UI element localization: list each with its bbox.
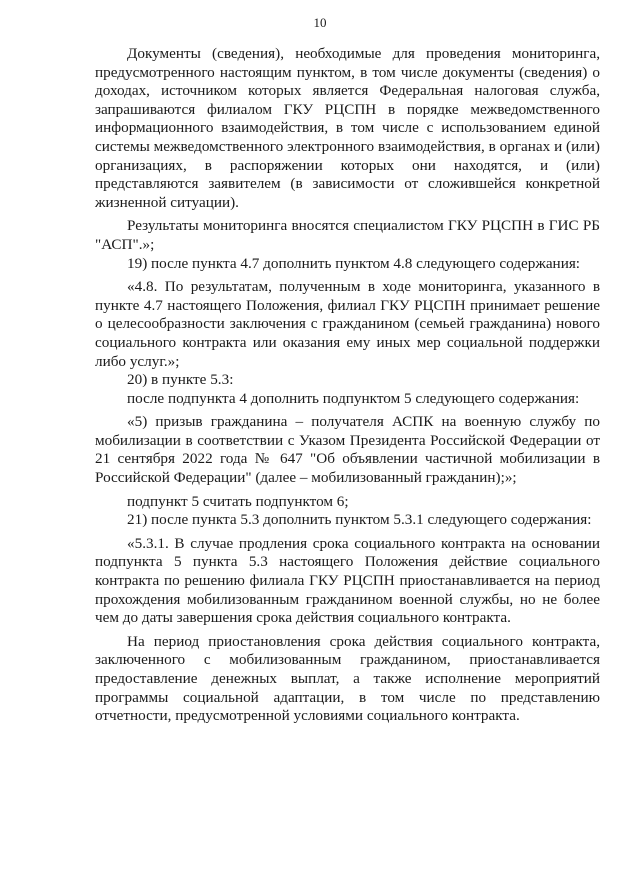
- document-body: [95, 45, 600, 726]
- paragraph-item-5-3-1: «5.3.1. В случае продления срока социального контракта на основании подпункта 5 пункта 5.3 настоящего Положения действие социального контракта по решению филиала ГКУ РЦСПН приостанавливается на период прохождения мобилизованным гражданином военной службы, но не более чем до даты завершения срока действия социального контракта.: [95, 534, 600, 627]
- paragraph-item-21: 21) после пункта 5.3 дополнить пунктом 5.3.1 следующего содержания:: [127, 511, 592, 529]
- paragraph-item-20: 20) в пункте 5.3:: [127, 371, 234, 389]
- paragraph-item-19: 19) после пункта 4.7 дополнить пунктом 4.8 следующего содержания:: [127, 254, 581, 272]
- paragraph-suspension-period: На период приостановления срока действия социального контракта, заключенного с мобилизованным гражданином, приостанавливается предоставление денежных выплат, а также исполнение мероприятий программы социальной адаптации, в том числе по представлению отчетности, предусмотренной условиями социального контракта.: [95, 632, 600, 725]
- paragraph-monitoring-results: Результаты мониторинга вносятся специалистом ГКУ РЦСПН в ГИС РБ "АСП".»;: [95, 217, 600, 253]
- paragraph-after-subitem-4: после подпункта 4 дополнить подпунктом 5 следующего содержания:: [127, 389, 580, 407]
- paragraph-documents-info: Документы (сведения), необходимые для проведения мониторинга, предусмотренного настоящим пунктом, в том числе документы (сведения) о доходах, источником которых является Федеральная налоговая служба, запрашиваются филиалом ГКУ РЦСПН в порядке межведомственного информационного взаимодействия, в том числе с использованием единой системы межведомственного электронного взаимодействия, в органах и (или) организациях, в распоряжении которых они находятся, и (или) представляются заявителем (в зависимости от сложившейся конкретной жизненной ситуации).: [95, 45, 600, 211]
- paragraph-renumber-subitem: подпункт 5 считать подпунктом 6;: [127, 492, 349, 510]
- paragraph-subitem-5: «5) призыв гражданина – получателя АСПК на военную службу по мобилизации в соответствии с Указом Президента Российской Федерации от 21 сентября 2022 года № 647 "Об объявлении частичной мобилизации в Российской Федерации" (далее – мобилизованный гражданин);»;: [95, 413, 600, 487]
- page-number: 10: [313, 15, 327, 30]
- paragraph-item-4-8: «4.8. По результатам, полученным в ходе мониторинга, указанного в пункте 4.7 настоящего Положения, филиал ГКУ РЦСПН принимает решение о целесообразности заключения с гражданином (семьей гражданина) нового социального контракта или оказания ему иных мер социальной поддержки либо услуг.»;: [95, 278, 600, 370]
